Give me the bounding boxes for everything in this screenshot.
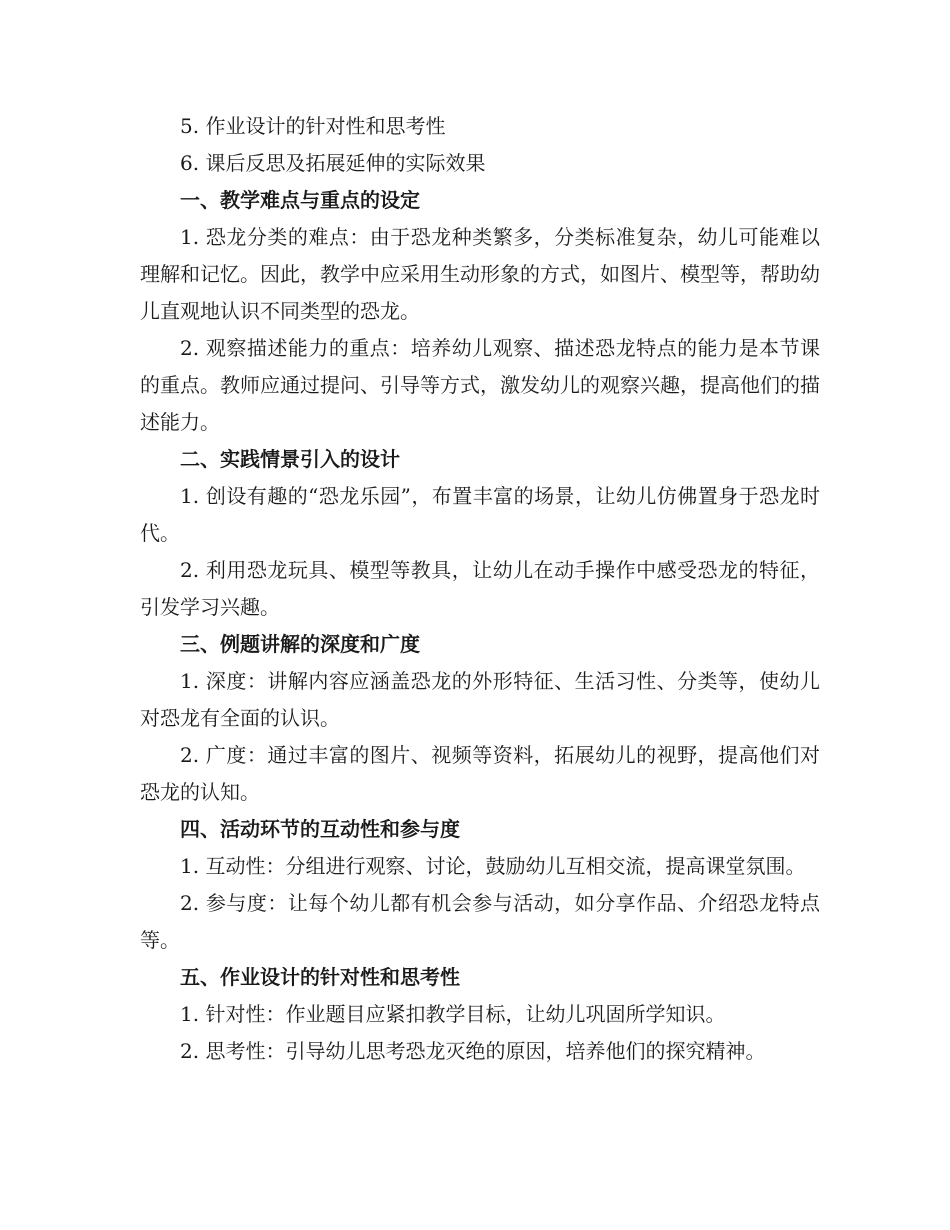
paragraph: 1. 恐龙分类的难点：由于恐龙种类繁多，分类标准复杂，幼儿可能难以理解和记忆。因此，教学中应采用生动形象的方式，如图片、模型等，帮助幼儿直观地认识不同类型的恐龙。: [140, 225, 820, 323]
section-heading: 一、教学难点与重点的设定: [180, 188, 420, 212]
paragraph: 1. 深度：讲解内容应涵盖恐龙的外形特征、生活习性、分类等，使幼儿对恐龙有全面的认识。: [140, 669, 820, 730]
section-heading: 四、活动环节的互动性和参与度: [180, 817, 460, 841]
document-body: [140, 108, 820, 1070]
paragraph: 2. 广度：通过丰富的图片、视频等资料，拓展幼儿的视野，提高他们对恐龙的认知。: [140, 743, 820, 804]
section-heading: 三、例题讲解的深度和广度: [180, 632, 420, 656]
paragraph: 1. 针对性：作业题目应紧扣教学目标，让幼儿巩固所学知识。: [180, 1002, 726, 1026]
list-item: 5. 作业设计的针对性和思考性: [180, 114, 446, 138]
paragraph: 2. 利用恐龙玩具、模型等教具，让幼儿在动手操作中感受恐龙的特征，引发学习兴趣。: [140, 558, 820, 619]
paragraph: 1. 互动性：分组进行观察、讨论，鼓励幼儿互相交流，提高课堂氛围。: [180, 854, 806, 878]
paragraph: 2. 参与度：让每个幼儿都有机会参与活动，如分享作品、介绍恐龙特点等。: [140, 891, 820, 952]
paragraph: 2. 观察描述能力的重点：培养幼儿观察、描述恐龙特点的能力是本节课的重点。教师应通过提问、引导等方式，激发幼儿的观察兴趣，提高他们的描述能力。: [140, 336, 820, 434]
section-heading: 五、作业设计的针对性和思考性: [180, 965, 460, 989]
list-item: 6. 课后反思及拓展延伸的实际效果: [180, 151, 486, 175]
paragraph: 1. 创设有趣的“恐龙乐园”，布置丰富的场景，让幼儿仿佛置身于恐龙时代。: [140, 484, 820, 545]
paragraph: 2. 思考性：引导幼儿思考恐龙灭绝的原因，培养他们的探究精神。: [180, 1039, 766, 1063]
section-heading: 二、实践情景引入的设计: [180, 447, 400, 471]
